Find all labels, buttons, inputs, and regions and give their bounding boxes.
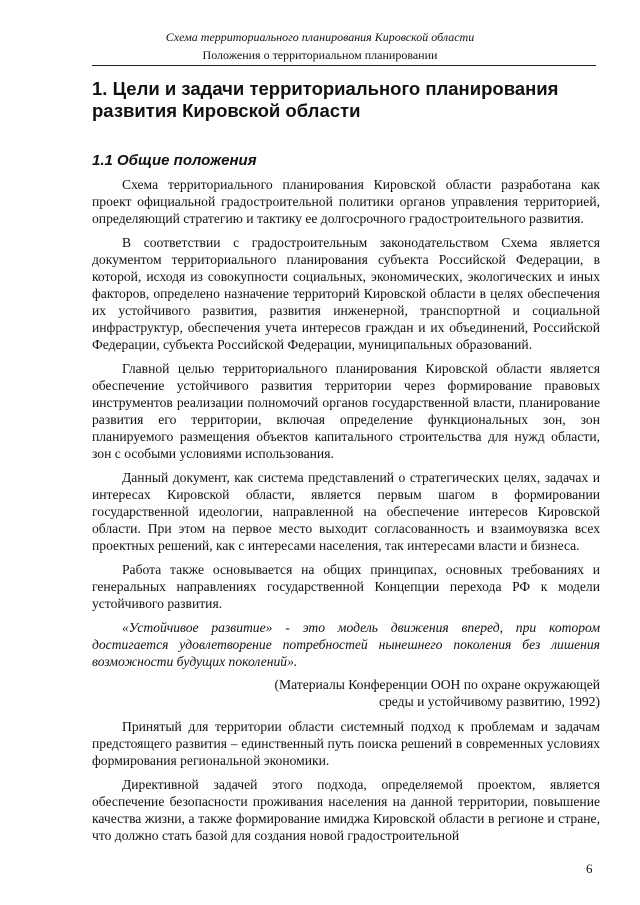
quote-source-line: среды и устойчивому развитию, 1992) xyxy=(378,694,600,709)
quote-source-line: (Материалы Конференции ООН по охране окружающей xyxy=(274,677,600,692)
running-header xyxy=(0,30,640,62)
header-divider xyxy=(92,65,596,66)
paragraph: Работа также основывается на общих принципах, основных требованиях и генеральных направлениях государственной Концепции перехода РФ к модели устойчивого развития. xyxy=(92,562,600,611)
paragraph: Данный документ, как система представлений о стратегических целях, задачах и интересах Кировской области, является первым шагом в формировании государственной идеологии, направленной на обеспечение интересов Кировской области. При этом на первое место выходит согласованность и взаимоувязка всех проектных решений, как с интересами населения, так интересами власти и бизнеса. xyxy=(92,470,600,553)
paragraph: Принятый для территории области системный подход к проблемам и задачам предстоящего развития – единственный путь поиска решений в современных условиях формирования региональной экономики. xyxy=(92,719,600,768)
section-title: 1.1 Общие положения xyxy=(92,152,257,169)
quote-source xyxy=(92,676,600,710)
chapter-title: 1. Цели и задачи территориального планирования развития Кировской области xyxy=(92,78,559,121)
paragraph: Схема территориального планирования Кировской области разработана как проект официальной градостроительной политики органов управления территорией, определяющий стратегию и тактику ее долгосрочного градостроительного развития. xyxy=(92,177,600,226)
paragraph: Директивной задачей этого подхода, определяемой проектом, является обеспечение безопасности проживания населения на данной территории, повышение качества жизни, а также формирование имиджа Кировской области в регионе и стране, что должно стать базой для создания новой градостроительной xyxy=(92,777,600,843)
page-body xyxy=(92,78,600,851)
paragraph: Главной целью территориального планирования Кировской области является обеспечение устойчивого развития территории через формирование правовых инструментов реализации полномочий органов государственной власти, планирование развития его территории, включая определение функциональных зон, зон планируемого размещения объектов капитального строительства для нужд области, зон с особыми условиями использования. xyxy=(92,361,600,461)
paragraph: В соответствии с градостроительным законодательством Схема является документом территориального планирования субъекта Российской Федерации, в которой, исходя из совокупности социальных, экономических, экологических и иных факторов, определено назначение территорий Кировской области в целях обеспечения их устойчивого развития, развития инженерной, транспортной и социальной инфраструктур, обеспечения учета интересов граждан и их объединений, Российской Федерации, субъекта Российской Федерации, муниципальных образований. xyxy=(92,235,600,352)
quote: «Устойчивое развитие» - это модель движения вперед, при котором достигается удовлетворение потребностей нынешнего поколения без лишения возможности будущих поколений». xyxy=(92,620,600,669)
running-header-subtitle: Положения о территориальном планировании xyxy=(202,48,438,62)
page-number: 6 xyxy=(586,861,593,876)
running-header-title: Схема территориального планирования Кировской области xyxy=(165,30,475,44)
